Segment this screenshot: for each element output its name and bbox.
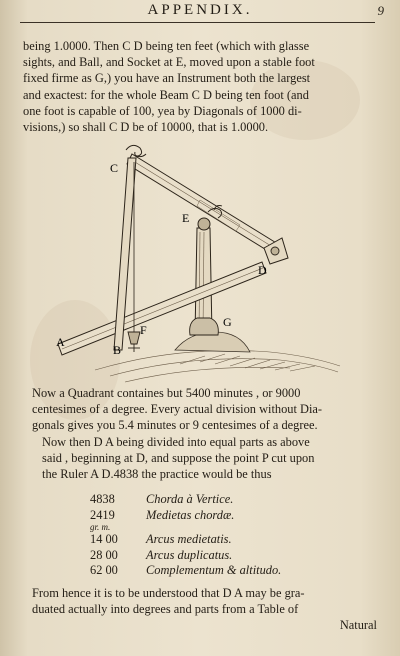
table-number: 28 00 <box>90 547 118 562</box>
running-title: APPENDIX. <box>147 2 253 18</box>
mounting-knob-icon <box>126 145 146 156</box>
label-c: C <box>110 161 119 175</box>
table-number: 4838 <box>90 492 115 506</box>
paragraph-quadrant <box>32 385 377 434</box>
label-b: B <box>113 343 122 357</box>
table-label: Medietas chordæ. <box>146 507 235 522</box>
instrument-engraving <box>40 140 370 385</box>
text-line: sights, and Ball, and Socket at E, moved upon a stable foot <box>23 55 315 70</box>
table-label: Arcus duplicatus. <box>146 547 233 562</box>
page-number: 9 <box>377 3 384 18</box>
text-line: fixed firme as G,) you have an Instrument both the largest <box>23 71 311 86</box>
text-line: gonals gives you 5.4 minutes or 9 centesimes of a degree. <box>32 418 318 433</box>
paragraph-conclusion <box>32 585 377 634</box>
text-line: duated actually into degrees and parts from a Table of <box>32 602 299 617</box>
label-f: F <box>140 323 147 337</box>
paragraph-division <box>42 434 377 483</box>
table-row <box>90 532 350 548</box>
ball-socket-icon <box>198 218 210 230</box>
paragraph-intro <box>23 38 375 135</box>
table-number: 62 00 <box>90 563 118 577</box>
text-line: and exactest: for the whole Beam C D being ten foot (and <box>23 87 309 102</box>
table-number: 14 00 <box>90 532 118 546</box>
text-line: From hence it is to be understood that D A may be gra- <box>32 586 305 600</box>
running-header <box>0 2 400 24</box>
text-line: being 1.0000. Then C D being ten feet (which with glasse <box>23 39 310 53</box>
text-line: the Ruler A D.4838 the practice would be thus <box>42 467 272 482</box>
instrument-diagram <box>40 140 370 385</box>
table-label: Chorda à Vertice. <box>146 492 234 506</box>
label-e: E <box>182 211 190 225</box>
table-row <box>90 548 350 564</box>
table-number: 2419 <box>90 507 115 522</box>
header-rule <box>20 22 375 23</box>
text-line: visions,) so shall C D be of 10000, that is 1.0000. <box>23 120 269 135</box>
table-units: gr. m. <box>90 522 111 532</box>
plumb-bob-icon <box>128 332 140 352</box>
text-line: said , beginning at D, and suppose the point P cut upon <box>42 451 315 466</box>
text-line: one foot is capable of 100, yea by Diagonals of 1000 di- <box>23 103 302 118</box>
table-row <box>90 492 350 508</box>
practice-table <box>90 492 350 579</box>
table-label: Arcus medietatis. <box>146 532 232 546</box>
table-label: Complementum & altitudo. <box>146 563 282 577</box>
table-row <box>90 508 350 524</box>
text-line: Now then D A being divided into equal parts as above <box>42 435 310 449</box>
text-line: Now a Quadrant containes but 5400 minutes , or 9000 <box>32 386 301 400</box>
label-g: G <box>223 315 232 329</box>
ground-hatching <box>95 350 340 382</box>
table-unit-row <box>90 523 350 532</box>
text-line: centesimes of a degree. Every actual division without Dia- <box>32 402 323 417</box>
catchword: Natural <box>339 618 377 633</box>
label-d: D <box>258 263 267 277</box>
label-a: A <box>56 335 65 349</box>
table-row <box>90 563 350 579</box>
